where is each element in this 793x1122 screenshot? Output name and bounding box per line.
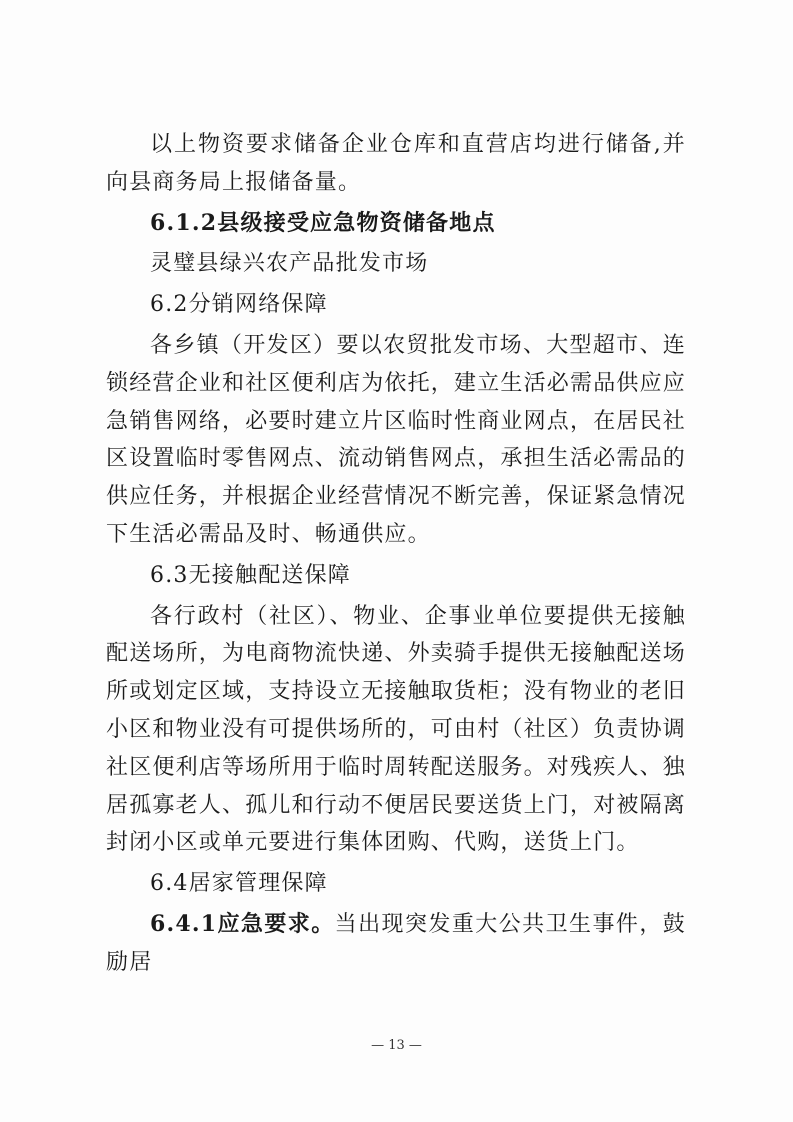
heading-6-3: 6.3无接触配送保障 [150, 562, 351, 588]
heading-6-2: 6.2分销网络保障 [150, 292, 328, 318]
heading-6-4: 6.4居家管理保障 [150, 871, 328, 897]
heading-6-1-2: 6.1.2县级接受应急物资储备地点 [150, 209, 496, 236]
paragraph-contactless-delivery: 各行政村（社区）、物业、企事业单位要提供无接触配送场所，为电商物流快递、外卖骑手提供无接触配送场所或划定区域，支持设立无接触取货柜；没有物业的老旧小区和物业没有可提供场所的，可由村（社区）负责协调社区便利店等场所用于临时周转配送服务。对残疾人、独居孤寡老人、孤儿和行动不便居民要送货上门，对被隔离封闭小区或单元要进行集体团购、代购，送货上门。 [106, 603, 687, 856]
paragraph-6-4-1 [106, 906, 686, 982]
paragraph-supplies-storage: 以上物资要求储备企业仓库和直营店均进行储备,并向县商务局上报储备量。 [106, 132, 686, 195]
paragraph-6-4-1-lead: 6.4.1应急要求。 [150, 910, 335, 937]
paragraph-storage-location: 灵璧县绿兴农产品批发市场 [150, 251, 429, 277]
page-number: — 13 — [371, 1038, 422, 1053]
document-body [106, 126, 686, 982]
paragraph-6-4-1-text: 当出现突发重大公共卫生事件，鼓励居 [106, 911, 686, 975]
paragraph-distribution-network: 各乡镇（开发区）要以农贸批发市场、大型超市、连锁经营企业和社区便利店为依托，建立生活必需品供应应急销售网络，必要时建立片区临时性商业网点，在居民社区设置临时零售网点、流动销售网点，承担生活必需品的供应任务，并根据企业经营情况不断完善，保证紧急情况下生活必需品及时、畅通供应。 [106, 332, 687, 547]
